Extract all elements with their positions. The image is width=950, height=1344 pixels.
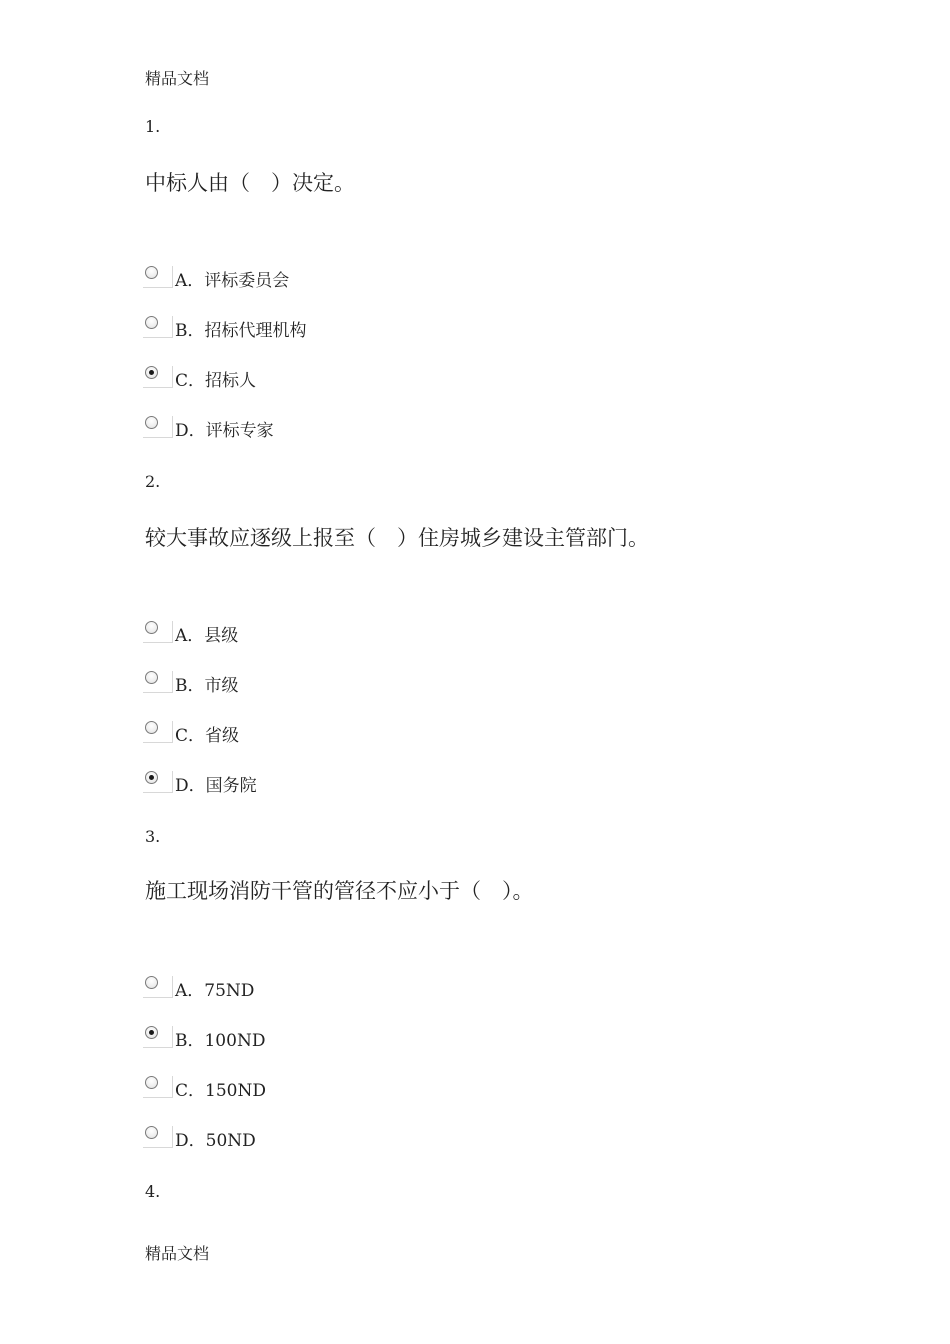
radio-unselected-icon (145, 671, 158, 684)
radio-button[interactable] (143, 771, 173, 793)
option-label: B．市级 (175, 676, 239, 696)
question-2-text: 较大事故应逐级上报至（ ）住房城乡建设主管部门。 (145, 526, 649, 550)
question-2-option-a[interactable] (143, 617, 239, 646)
question-2-option-c[interactable] (143, 717, 240, 746)
question-3-number: 3. (145, 827, 161, 846)
radio-button[interactable] (143, 1026, 173, 1048)
question-2-option-b[interactable] (143, 667, 239, 696)
radio-selected-icon (145, 366, 158, 379)
page-footer: 精品文档 (145, 1244, 210, 1263)
question-3-text: 施工现场消防干管的管径不应小于（ ）。 (145, 879, 534, 903)
question-3-option-b[interactable] (143, 1022, 266, 1051)
radio-unselected-icon (145, 316, 158, 329)
option-label: A．75ND (175, 981, 255, 1001)
question-1-text: 中标人由（ ）决定。 (145, 171, 355, 195)
radio-button[interactable] (143, 366, 173, 388)
question-1-option-a[interactable] (143, 262, 290, 291)
radio-unselected-icon (145, 721, 158, 734)
question-3-option-c[interactable] (143, 1072, 266, 1101)
radio-selected-icon (145, 1026, 158, 1039)
radio-button[interactable] (143, 416, 173, 438)
option-label: D．国务院 (175, 776, 257, 796)
radio-button[interactable] (143, 976, 173, 998)
radio-button[interactable] (143, 1076, 173, 1098)
radio-button[interactable] (143, 316, 173, 338)
radio-selected-icon (145, 771, 158, 784)
radio-button[interactable] (143, 266, 173, 288)
radio-unselected-icon (145, 976, 158, 989)
question-3-option-a[interactable] (143, 972, 255, 1001)
radio-unselected-icon (145, 1126, 158, 1139)
question-3-option-d[interactable] (143, 1122, 256, 1151)
question-1-option-b[interactable] (143, 312, 307, 341)
radio-unselected-icon (145, 416, 158, 429)
option-label: D．50ND (175, 1131, 256, 1151)
option-label: A．县级 (175, 626, 239, 646)
question-1-number: 1. (145, 117, 161, 136)
radio-button[interactable] (143, 621, 173, 643)
question-4-number: 4. (145, 1182, 161, 1201)
option-label: A．评标委员会 (175, 271, 290, 291)
question-1-option-c[interactable] (143, 362, 257, 391)
question-2-option-d[interactable] (143, 767, 257, 796)
radio-unselected-icon (145, 621, 158, 634)
option-label: D．评标专家 (175, 421, 274, 441)
question-2-number: 2. (145, 472, 161, 491)
question-1-option-d[interactable] (143, 412, 274, 441)
radio-button[interactable] (143, 671, 173, 693)
option-label: B．招标代理机构 (175, 321, 307, 341)
option-label: C．招标人 (175, 371, 257, 391)
option-label: C．省级 (175, 726, 240, 746)
radio-button[interactable] (143, 721, 173, 743)
page-header: 精品文档 (145, 69, 210, 88)
option-label: B．100ND (175, 1031, 266, 1051)
option-label: C．150ND (175, 1081, 266, 1101)
radio-button[interactable] (143, 1126, 173, 1148)
radio-unselected-icon (145, 266, 158, 279)
radio-unselected-icon (145, 1076, 158, 1089)
